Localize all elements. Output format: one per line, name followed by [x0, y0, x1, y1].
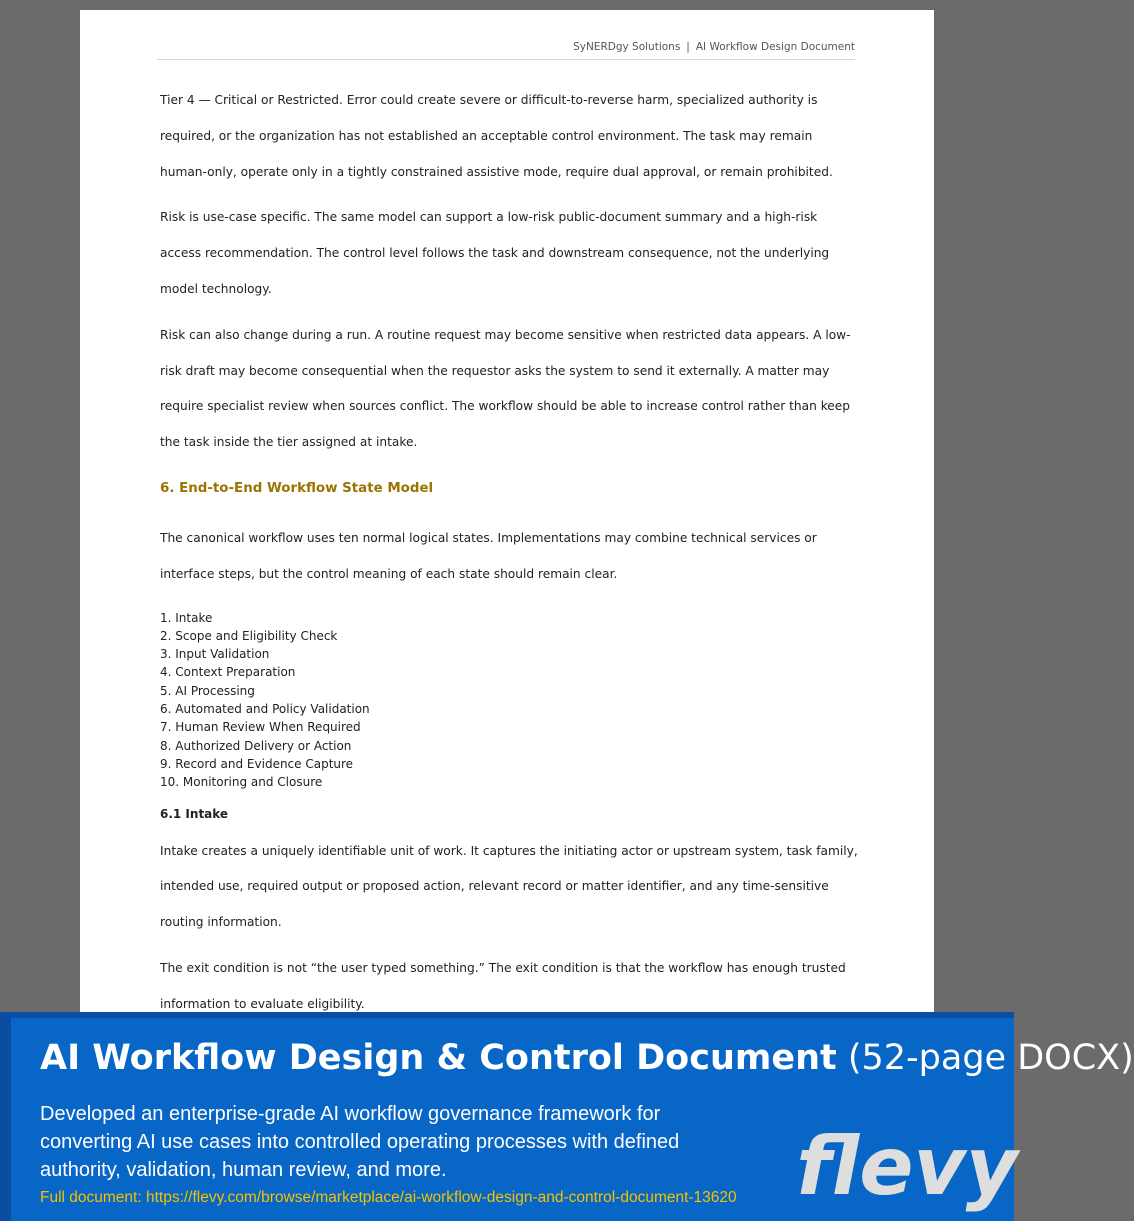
promo-banner-panel	[11, 1018, 1134, 1221]
header-separator: |	[686, 41, 690, 53]
promo-banner	[0, 1012, 1134, 1221]
banner-title	[40, 1038, 1134, 1078]
paragraph-intake: Intake creates a uniquely identifiable unit of work. It captures the initiating actor or upstream system, task family, intended use, required output or proposed action, relevant record or matter identifier, and any time-sensitive routing information.	[160, 843, 858, 930]
banner-description: Developed an enterprise-grade AI workflow governance framework for converting AI use cases into controlled operating processes with defined authority, validation, human review, and more.	[40, 1103, 680, 1181]
list-item: 8. Authorized Delivery or Action	[160, 738, 352, 753]
list-item: 10. Monitoring and Closure	[160, 775, 323, 790]
list-item: 3. Input Validation	[160, 647, 270, 662]
subsection-heading: 6.1 Intake	[160, 806, 229, 821]
header-doc-title: AI Workflow Design Document	[695, 41, 855, 53]
paragraph-risk-change: Risk can also change during a run. A routine request may become sensitive when restricted data appears. A low-risk draft may become consequential when the requestor asks the system to send it externally. A matter may require specialist review when sources conflict. The workflow should be able to increase control rather than keep the task inside the tier assigned at intake.	[160, 327, 851, 450]
banner-link[interactable]: Full document: https://flevy.com/browse/marketplace/ai-workflow-design-and-control-document-13620	[40, 1189, 737, 1206]
paragraph-tier4: Tier 4 — Critical or Restricted. Error could create severe or difficult-to-reverse harm, specialized authority is required, or the organization has not established an acceptable control environment. The task may remain human-only, operate only in a tightly constrained assistive mode, require dual approval, or remain prohibited.	[160, 93, 833, 179]
list-item: 2. Scope and Eligibility Check	[160, 628, 338, 643]
banner-title-format: (52-page DOCX)	[847, 1038, 1134, 1078]
list-item: 4. Context Preparation	[160, 665, 296, 680]
banner-title-main: AI Workflow Design & Control Document	[40, 1038, 837, 1078]
list-item: 9. Record and Evidence Capture	[160, 756, 354, 771]
list-item: 6. Automated and Policy Validation	[160, 702, 370, 717]
paragraph-exit-condition: The exit condition is not “the user typed something.” The exit condition is that the workflow has enough trusted information to evaluate eligibility.	[160, 960, 846, 1011]
flevy-logo	[796, 1114, 1018, 1213]
document-body	[160, 83, 860, 1033]
document-page	[80, 10, 934, 1020]
paragraph-risk-specific: Risk is use-case specific. The same model can support a low-risk public-document summary and a high-risk access recommendation. The control level follows the task and downstream consequence, not the underlying model technology.	[160, 210, 830, 296]
paragraph-canonical-workflow: The canonical workflow uses ten normal logical states. Implementations may combine technical services or interface steps, but the control meaning of each state should remain clear.	[160, 530, 817, 581]
list-item: 7. Human Review When Required	[160, 720, 361, 735]
state-list	[160, 609, 860, 792]
page-header	[157, 41, 855, 60]
list-item: 1. Intake	[160, 610, 213, 625]
header-company: SyNERDgy Solutions	[573, 41, 681, 53]
list-item: 5. AI Processing	[160, 683, 255, 698]
section-heading: 6. End-to-End Workflow State Model	[160, 480, 434, 496]
flevy-logo-text: flevy	[796, 1120, 1018, 1213]
